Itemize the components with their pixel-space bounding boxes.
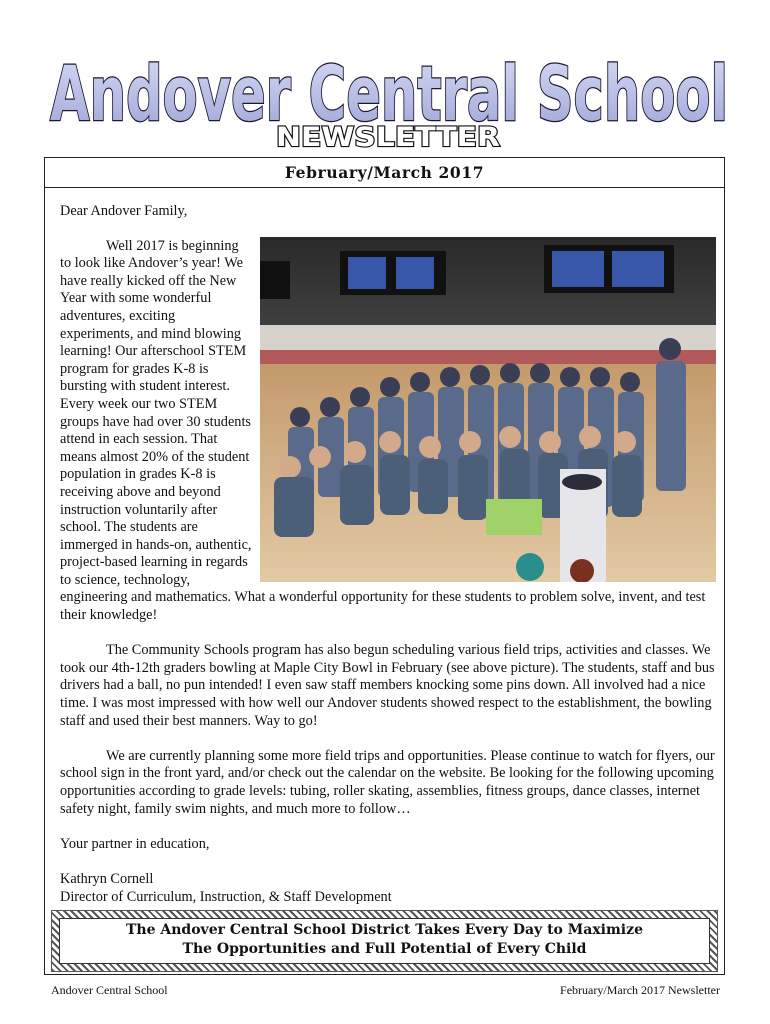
bowling-group-photo	[260, 237, 716, 582]
banner-line-2: The Opportunities and Full Potential of Every Child	[182, 941, 587, 957]
masthead	[44, 40, 734, 158]
paragraph-field-trips: The Community Schools program has also begun scheduling various field trips, activities and classes. We took our 4th-12th graders bowling at Maple City Bowl in February (see above picture). The students, staff and bus drivers had a ball, no pun intended! I even saw staff members knocking some pins down. All involved had a nice time. I was most impressed with how well our Andover students showed respect to the establishment, the bowling staff and used their best manners. Way to go!	[60, 642, 715, 729]
signature-name: Kathryn Cornell	[60, 870, 154, 887]
paragraph-stem-program: Well 2017 is beginning to look like Andover’s year! We have really kicked off the New Year with some wonderful adventures, exciting experiments, and mind blowing learning! Our afterschool STEM program for grades K-8 is bursting with student interest. Every week our two STEM groups have had over 30 students attend in each session. That means almost 20% of the student population in grades K-8 is receiving above and beyond instruction voluntarily after school. The students are immerged in hands-on, authentic, project-based learning in regards to science, technology, engineering and mathematics. What a wonderful opportunity for these students to problem solve, invent, and test their knowledge!	[60, 237, 706, 624]
district-motto-banner	[51, 910, 718, 972]
banner-text-box	[59, 918, 710, 964]
issue-date: February/March 2017	[45, 158, 724, 188]
masthead-subtitle: NEWSLETTER	[276, 122, 501, 153]
newsletter-frame	[44, 157, 725, 975]
salutation: Dear Andover Family,	[60, 203, 188, 219]
signature-title: Director of Curriculum, Instruction, & Staff Development	[60, 888, 392, 905]
closing: Your partner in education,	[60, 835, 210, 852]
footer-issue-label: February/March 2017 Newsletter	[560, 983, 720, 997]
masthead-title: Andover Central School	[50, 49, 728, 138]
letter-body	[60, 203, 715, 906]
paragraph-upcoming: We are currently planning some more field trips and opportunities. Please continue to watch for flyers, our school sign in the front yard, and/or check out the calendar on the website. Be looking for the following upcoming opportunities according to grade levels: tubing, roller skating, assemblies, fitness groups, dance classes, internet safety night, family swim nights, and much more to follow…	[60, 747, 715, 817]
banner-line-1: The Andover Central School District Takes Every Day to Maximize	[126, 922, 643, 938]
footer-school-name: Andover Central School	[51, 983, 168, 997]
